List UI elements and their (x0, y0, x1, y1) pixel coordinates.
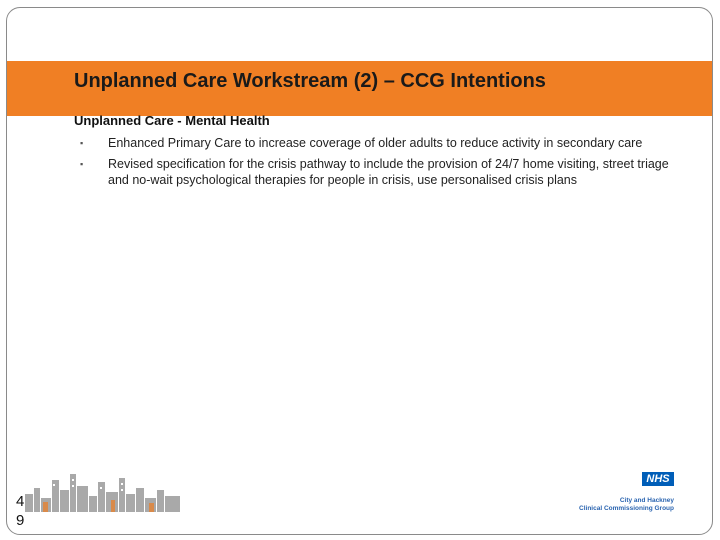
bullet-icon: ▪ (80, 159, 84, 169)
page-number: 49 (16, 493, 25, 529)
bullet-list (78, 135, 673, 193)
bullet-text: Revised specification for the crisis pathway to include the provision of 24/7 home visiting, street triage and no-wait psychological therapies for people in crisis, use personalised crisis plans (108, 157, 669, 187)
slide-title: Unplanned Care Workstream (2) – CCG Intentions (74, 70, 546, 92)
list-item (78, 156, 673, 188)
nhs-badge: NHS (642, 472, 674, 486)
bullet-icon: ▪ (80, 138, 84, 148)
section-heading: Unplanned Care - Mental Health (74, 113, 270, 128)
bullet-text: Enhanced Primary Care to increase coverage of older adults to reduce activity in secondary care (108, 136, 643, 150)
nhs-ccg-logo (570, 467, 682, 515)
list-item (78, 135, 673, 151)
logo-line-1: City and Hackney (619, 497, 674, 504)
logo-line-2: Clinical Commissioning Group (579, 505, 674, 512)
city-skyline-graphic (25, 470, 180, 512)
